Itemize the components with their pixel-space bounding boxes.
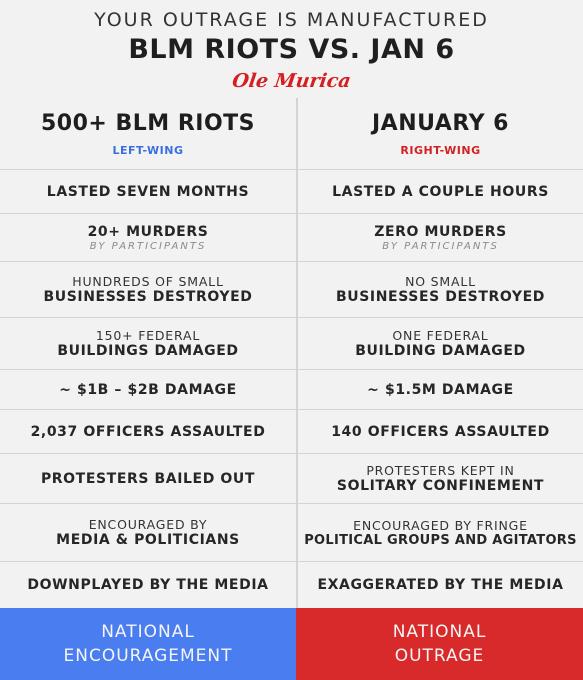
cell-main-text: BUILDINGS DAMAGED xyxy=(57,343,239,359)
table-row xyxy=(0,410,583,454)
cell-main-text: ~ $1.5M DAMAGE xyxy=(367,381,514,398)
table-header-row xyxy=(0,98,583,170)
cell-main-text: BUSINESSES DESTROYED xyxy=(336,289,545,305)
kicker-text: YOUR OUTRAGE IS MANUFACTURED xyxy=(94,9,489,31)
table-cell-right xyxy=(298,410,583,453)
footer-left-banner xyxy=(0,608,296,680)
table-row xyxy=(0,504,583,562)
column-title-right: JANUARY 6 xyxy=(372,110,509,136)
table-cell-left xyxy=(0,454,296,503)
table-cell-left xyxy=(0,370,296,409)
column-tag-right: RIGHT-WING xyxy=(400,143,481,157)
header xyxy=(0,0,583,98)
cell-main-text: ~ $1B – $2B DAMAGE xyxy=(59,381,237,398)
footer-left-line1: NATIONAL xyxy=(101,622,195,642)
cell-main-text: DOWNPLAYED BY THE MEDIA xyxy=(27,577,269,593)
cell-small-text: ENCOURAGED BY xyxy=(88,517,208,532)
footer-right-banner xyxy=(296,608,583,680)
table-cell-left xyxy=(0,262,296,317)
table-cell-left xyxy=(0,562,296,608)
cell-small-text: 150+ FEDERAL xyxy=(95,328,201,343)
cell-small-text: NO SMALL xyxy=(405,274,476,289)
table-cell-right xyxy=(298,370,583,409)
cell-small-text: HUNDREDS OF SMALL xyxy=(72,274,224,289)
cell-main-text: LASTED A COUPLE HOURS xyxy=(332,183,549,200)
table-row xyxy=(0,454,583,504)
cell-small-text: ENCOURAGED BY FRINGE xyxy=(353,517,528,533)
table-row xyxy=(0,562,583,608)
table-row xyxy=(0,262,583,318)
footer-right-line1: NATIONAL xyxy=(392,622,487,642)
table-row xyxy=(0,370,583,410)
table-cell-left xyxy=(0,318,296,369)
table-cell-right xyxy=(298,262,583,317)
table-cell-left xyxy=(0,214,296,261)
cell-main-text: EXAGGERATED BY THE MEDIA xyxy=(317,577,564,593)
table-row xyxy=(0,318,583,370)
cell-main-text: SOLITARY CONFINEMENT xyxy=(336,478,545,494)
table-cell-left xyxy=(0,504,296,561)
footer-left-line2: ENCOURAGEMENT xyxy=(63,646,233,666)
cell-main-text: BUILDING DAMAGED xyxy=(355,343,526,359)
cell-sub-text: BY PARTICIPANTS xyxy=(89,240,207,252)
column-header-left xyxy=(0,98,296,169)
column-tag-left: LEFT-WING xyxy=(112,143,184,157)
cell-small-text: PROTESTERS KEPT IN xyxy=(366,463,515,478)
cell-main-text: LASTED SEVEN MONTHS xyxy=(46,183,250,200)
column-title-left: 500+ BLM RIOTS xyxy=(40,110,256,136)
footer-right-line2: OUTRAGE xyxy=(394,646,485,666)
table-cell-right xyxy=(298,454,583,503)
cell-small-text: ONE FEDERAL xyxy=(392,328,489,343)
table-cell-right xyxy=(298,170,583,213)
table-row xyxy=(0,170,583,214)
table-cell-right xyxy=(298,562,583,608)
cell-main-text: ZERO MURDERS xyxy=(374,223,507,240)
cell-main-text: 140 OFFICERS ASSAULTED xyxy=(331,423,550,440)
page-title: BLM RIOTS VS. JAN 6 xyxy=(128,34,455,65)
column-header-right xyxy=(298,98,583,169)
cell-main-text: 20+ MURDERS xyxy=(87,223,209,240)
table-cell-right xyxy=(298,504,583,561)
table-cell-right xyxy=(298,214,583,261)
cell-main-text: PROTESTERS BAILED OUT xyxy=(40,470,256,487)
cell-main-text: BUSINESSES DESTROYED xyxy=(43,289,253,305)
cell-main-text: MEDIA & POLITICIANS xyxy=(56,532,240,548)
table-cell-left xyxy=(0,410,296,453)
brand-logo-text: Ole Murica xyxy=(230,70,353,92)
cell-sub-text: BY PARTICIPANTS xyxy=(382,240,499,252)
table-row xyxy=(0,214,583,262)
table-cell-right xyxy=(298,318,583,369)
table-cell-left xyxy=(0,170,296,213)
cell-main-text: POLITICAL GROUPS AND AGITATORS xyxy=(304,532,577,548)
cell-main-text: 2,037 OFFICERS ASSAULTED xyxy=(30,423,266,440)
comparison-table xyxy=(0,98,583,680)
